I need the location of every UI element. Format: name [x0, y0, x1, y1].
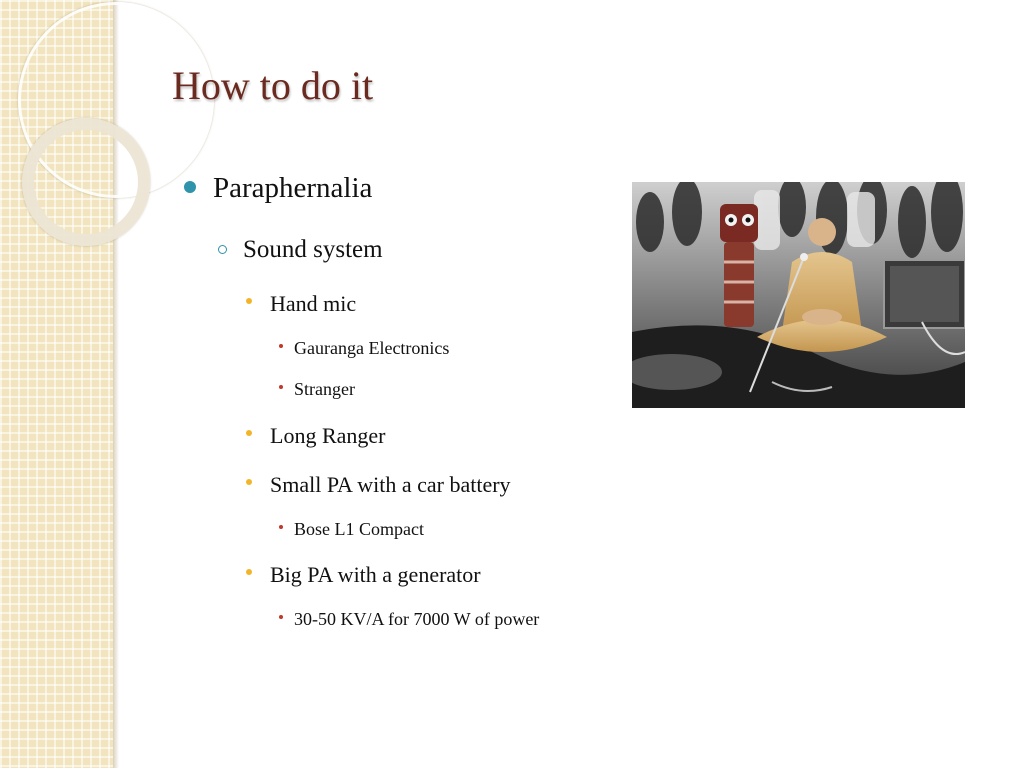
bullet-dot-icon	[246, 298, 252, 304]
bullet-text: Small PA with a car battery	[270, 472, 511, 497]
bullet-dot-icon	[279, 344, 283, 348]
bullet-dot-icon	[184, 181, 196, 193]
bullet-text: Hand mic	[270, 291, 357, 316]
bullet-text: Gauranga Electronics	[294, 338, 450, 358]
bullet-text: Paraphernalia	[213, 172, 373, 204]
bullet-text: Big PA with a generator	[270, 562, 481, 587]
bullet-text: Long Ranger	[270, 423, 386, 448]
bullet-dot-icon	[246, 430, 252, 436]
slide-title: How to do it	[172, 63, 374, 108]
bullet-dot-icon	[246, 569, 252, 575]
bullet-text: Stranger	[294, 379, 355, 399]
bullet-dot-icon	[246, 479, 252, 485]
bullet-text: Bose L1 Compact	[294, 519, 424, 539]
bullet-text: Sound system	[243, 236, 383, 263]
bullet-dot-icon	[279, 385, 283, 389]
bullet-ring-icon	[218, 245, 227, 254]
bullet-dot-icon	[279, 525, 283, 529]
photo	[632, 182, 965, 408]
bullet-dot-icon	[279, 615, 283, 619]
bullet-text: 30-50 KV/A for 7000 W of power	[294, 609, 540, 629]
decorative-ring-small	[22, 118, 150, 246]
